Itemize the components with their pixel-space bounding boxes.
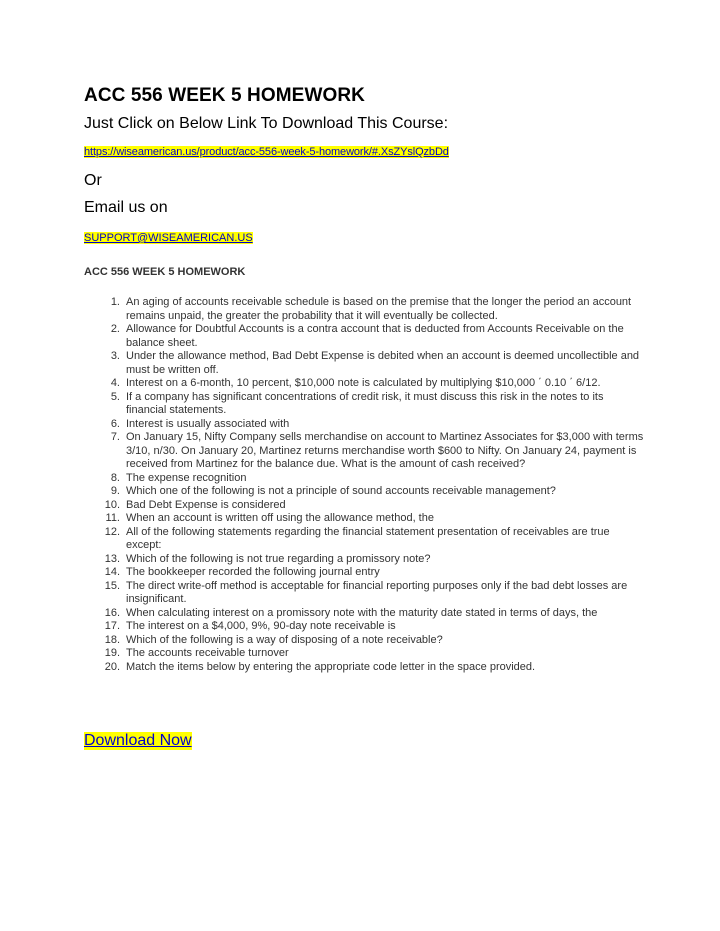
list-item-number: 1. [110,296,120,308]
list-item-text: Which of the following is a way of disposing of a note receivable? [126,633,443,646]
list-item-text: Under the allowance method, Bad Debt Expense is debited when an account is deemed uncollectible and must be written off. [126,350,640,376]
list-item-text: Allowance for Doubtful Accounts is a contra account that is deducted from Accounts Receivable on the balance sheet. [126,323,624,349]
list-item-number: 17. [104,620,120,632]
list-item-text: Interest is usually associated with [126,417,290,430]
page-title: ACC 556 WEEK 5 HOMEWORK [84,85,366,106]
list-item-text: The bookkeeper recorded the following journal entry [126,566,380,578]
list-item-number: 13. [104,552,120,565]
list-item-number: 15. [104,579,120,592]
course-link[interactable]: https://wiseamerican.us/product/acc-556-week-5-homework/#.XsZYslQzbDd [84,146,449,158]
list-item-number: 8. [110,471,120,484]
list-item-number: 18. [104,633,120,646]
list-item-text: Which one of the following is not a principle of sound accounts receivable management? [126,485,556,497]
list-item-text: An aging of accounts receivable schedule is based on the premise that the longer the period an account remains unpaid, the greater the probability that it will eventually be collected. [126,296,632,322]
question-list [84,296,644,674]
list-item-text: Which of the following is not true regarding a promissory note? [126,552,431,565]
list-item-number: 2. [110,323,120,335]
list-item [84,323,644,350]
list-item-text: The interest on a $4,000, 9%, 90-day note receivable is [126,620,396,632]
list-item-text: Interest on a 6-month, 10 percent, $10,000 note is calculated by multiplying $10,000 ΄ 0.10 ΄ 6/12. [126,377,601,389]
list-item [84,566,644,580]
list-item-number: 4. [110,377,120,389]
list-item [84,350,644,377]
email-label: Email us on [84,199,168,216]
list-item-number: 3. [110,350,120,362]
list-item-number: 5. [110,390,120,403]
list-item [84,472,644,486]
list-item-text: Bad Debt Expense is considered [126,498,286,511]
list-item-number: 14. [104,566,120,578]
list-item-text: If a company has significant concentrations of credit risk, it must discuss this risk in the notes to its financial statements. [126,390,604,416]
list-item-number: 19. [104,647,120,659]
list-item-text: The direct write-off method is acceptable for financial reporting purposes only if the bad debt losses are insignificant. [126,579,628,605]
list-item [84,418,644,432]
download-instruction: Just Click on Below Link To Download This Course: [84,115,449,132]
support-email-link[interactable]: SUPPORT@WISEAMERICAN.US [84,232,253,244]
download-now-link[interactable]: Download Now [84,732,192,749]
list-item [84,499,644,513]
list-item [84,580,644,607]
list-item-number: 6. [110,417,120,430]
list-item-number: 16. [104,606,120,619]
list-item [84,485,644,499]
list-item-number: 20. [104,660,120,673]
section-heading: ACC 556 WEEK 5 HOMEWORK [84,266,246,278]
list-item [84,620,644,634]
list-item-number: 7. [110,431,120,443]
list-item [84,431,644,472]
list-item [84,377,644,391]
list-item-number: 11. [105,512,120,524]
or-text: Or [84,172,102,189]
list-item-text: All of the following statements regarding the financial statement presentation of receivables are true except: [126,525,610,551]
list-item-number: 9. [110,485,120,497]
list-item [84,661,644,675]
list-item [84,634,644,648]
list-item [84,553,644,567]
list-item-number: 10. [104,498,120,511]
list-item [84,391,644,418]
list-item-number: 12. [104,525,120,538]
list-item-text: On January 15, Nifty Company sells merchandise on account to Martinez Associates for $3,000 with terms 3/10, n/30. On January 20, Martinez returns merchandise worth $600 to Nifty. On January 24, payment is received from Martinez for the balance due. What is the amount of cash received? [126,431,644,470]
list-item [84,647,644,661]
list-item [84,512,644,526]
list-item [84,296,644,323]
list-item-text: The accounts receivable turnover [126,647,289,659]
list-item [84,607,644,621]
list-item-text: When calculating interest on a promissory note with the maturity date stated in terms of days, the [126,606,598,619]
list-item [84,526,644,553]
list-item-text: The expense recognition [126,471,247,484]
list-item-text: When an account is written off using the allowance method, the [126,512,434,524]
list-item-text: Match the items below by entering the appropriate code letter in the space provided. [126,660,536,673]
